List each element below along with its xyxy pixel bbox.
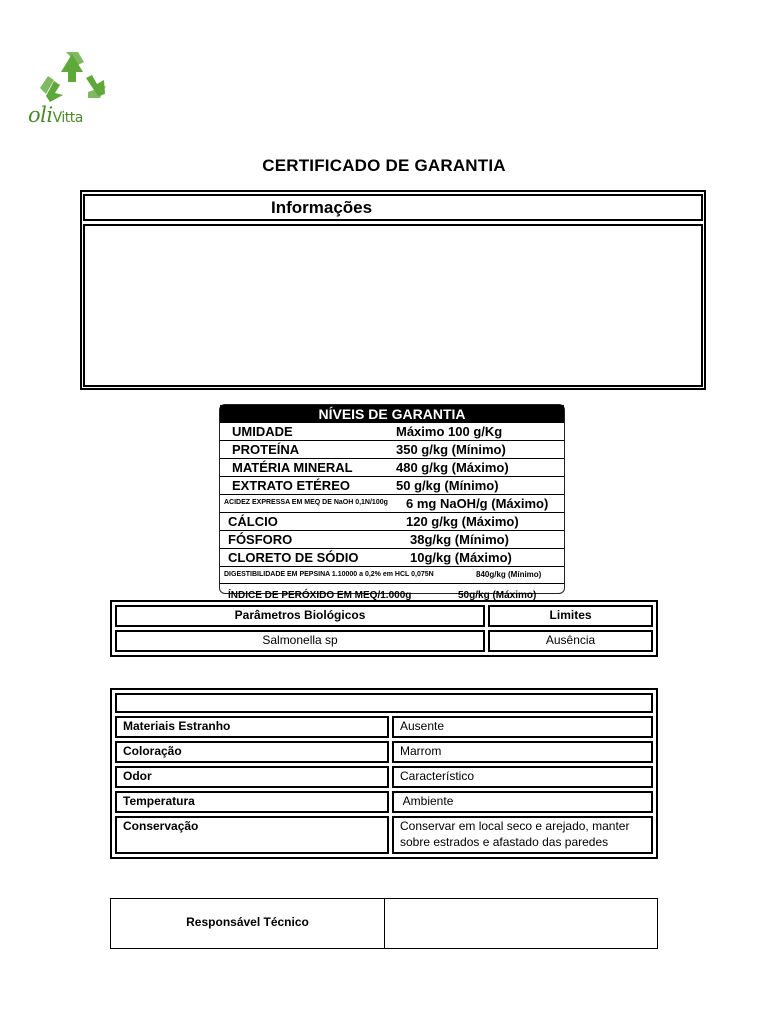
- guarantee-value: 120 g/kg (Máximo): [406, 514, 519, 529]
- guarantee-name: PROTEÍNA: [232, 442, 300, 457]
- guarantee-heading: NÍVEIS DE GARANTIA: [220, 405, 564, 423]
- brand-wordmark: [28, 103, 83, 127]
- table-row: [115, 766, 653, 788]
- divider: [384, 899, 385, 948]
- table-row: [115, 741, 653, 763]
- table-row: [115, 716, 653, 738]
- guarantee-name: ACIDEZ EXPRESSA EM MEQ DE NaOH 0,1N/100g: [224, 499, 388, 506]
- table-row: [115, 791, 653, 813]
- guarantee-name: DIGESTIBILIDADE EM PEPSINA 1.10000 a 0,2% em HCL 0,075N: [224, 570, 434, 578]
- table-header-row: [115, 605, 653, 627]
- responsible-label: Responsável Técnico: [186, 915, 309, 929]
- guarantee-value: 840g/kg (Mínimo): [476, 570, 542, 579]
- guarantee-value: 38g/kg (Mínimo): [410, 532, 509, 547]
- row-label: Coloração: [115, 741, 389, 763]
- guarantee-value: 6 mg NaOH/g (Máximo): [406, 496, 549, 511]
- guarantee-value: 350 g/kg (Mínimo): [396, 442, 506, 457]
- guarantee-value: Máximo 100 g/Kg: [396, 424, 503, 439]
- row-value: Característico: [392, 766, 653, 788]
- page-title: CERTIFICADO DE GARANTIA: [262, 156, 506, 175]
- row-value: Conservar em local seco e arejado, manter sobre estrados e afastado das paredes: [392, 816, 653, 854]
- row-label: Odor: [115, 766, 389, 788]
- guarantee-row: [220, 531, 564, 549]
- row-label: Temperatura: [115, 791, 389, 813]
- info-content: [83, 224, 703, 387]
- biological-parameters-table: [110, 600, 658, 657]
- table-cell: Salmonella sp: [115, 630, 485, 652]
- guarantee-value: 50 g/kg (Mínimo): [396, 478, 499, 493]
- guarantee-name: FÓSFORO: [228, 532, 293, 547]
- row-label: Materiais Estranho: [115, 716, 389, 738]
- guarantee-name: UMIDADE: [232, 424, 293, 439]
- table-row: [115, 816, 653, 854]
- table-header-row: [115, 693, 653, 713]
- guarantee-value: 50g/kg (Máximo): [458, 590, 537, 601]
- row-value: Marrom: [392, 741, 653, 763]
- table-row: [115, 630, 653, 652]
- guarantee-name: MATÉRIA MINERAL: [232, 460, 353, 475]
- table-cell: Ausência: [488, 630, 653, 652]
- guarantee-name: CLORETO DE SÓDIO: [228, 550, 359, 565]
- row-value: Ausente: [392, 716, 653, 738]
- guarantee-name: CÁLCIO: [228, 514, 278, 529]
- guarantee-row: [220, 495, 564, 513]
- guarantee-name: EXTRATO ETÉREO: [232, 478, 350, 493]
- header-cell: Parâmetros Biológicos: [115, 605, 485, 627]
- header-cell: Limites: [488, 605, 653, 627]
- guarantee-name: ÍNDICE DE PERÓXIDO EM MEQ/1.000g: [228, 590, 412, 601]
- guarantee-levels-label: [219, 404, 565, 601]
- guarantee-row: [220, 423, 564, 441]
- materials-table: [110, 688, 658, 859]
- brand-prefix: oli: [28, 103, 53, 127]
- guarantee-row: [220, 441, 564, 459]
- responsible-box: [110, 898, 658, 949]
- recycle-icon: [26, 48, 118, 108]
- info-heading: Informações: [271, 198, 373, 217]
- row-value: Ambiente: [392, 791, 653, 813]
- guarantee-value: 10g/kg (Máximo): [410, 550, 512, 565]
- guarantee-row: [220, 567, 564, 584]
- row-label: Conservação: [115, 816, 389, 854]
- guarantee-row: [220, 459, 564, 477]
- empty-header-cell: [115, 693, 653, 713]
- guarantee-row: [220, 513, 564, 531]
- guarantee-value: 480 g/kg (Máximo): [396, 460, 509, 475]
- guarantee-row: [220, 549, 564, 567]
- brand-suffix: Vitta: [52, 110, 83, 126]
- info-header: [83, 194, 703, 221]
- guarantee-row: [220, 477, 564, 495]
